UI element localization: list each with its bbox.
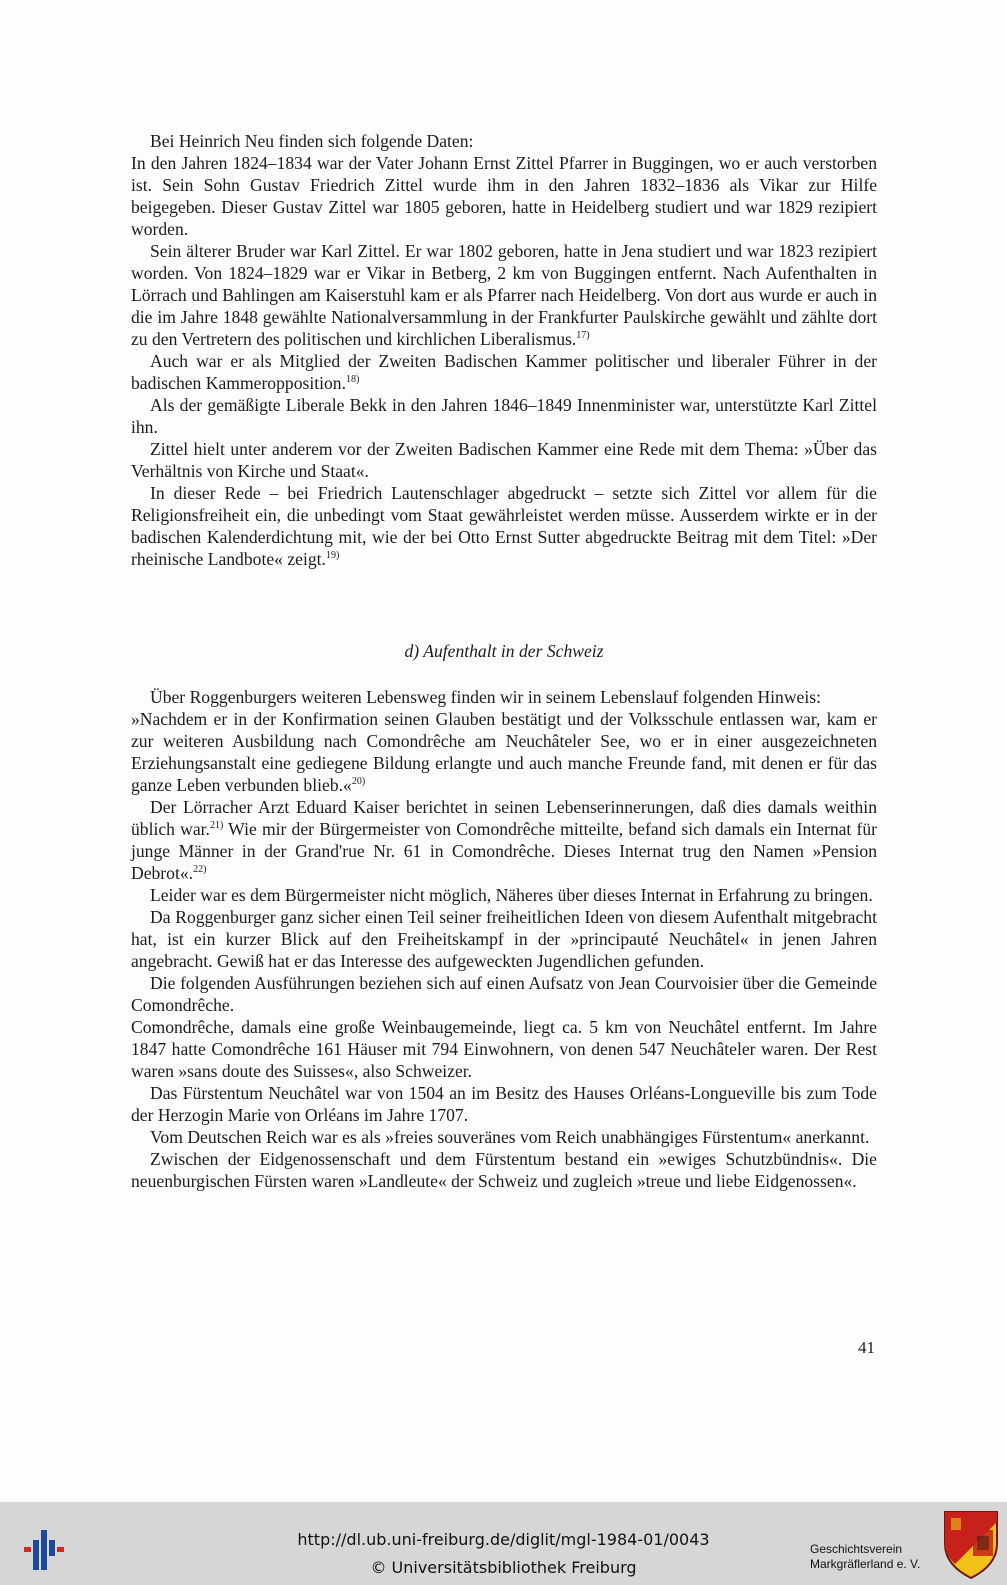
paragraph: Auch war er als Mitglied der Zweiten Badischen Kammer politischer und liberaler Führer in der badischen Kammeropposition.$^{18)}$ (131, 351, 877, 393)
quote-paragraph: »Nachdem er in der Konfirmation seinen Glauben bestätigt und der Volksschule entlassen war, kam er zur weiteren Ausbildung nach Comondrêche am Neuchâteler See, wo er in einer ausgezeichneten Erziehungsanstalt eine gediegene Bildung erlangte und auch manche Freunde fand, mit denen er für das ganze Leben verbunden blieb.«$^{20)}$ (131, 709, 877, 795)
paragraph: Zittel hielt unter anderem vor der Zweiten Badischen Kammer eine Rede mit dem Thema: »Über das Verhältnis von Kirche und Staat«. (131, 439, 877, 481)
footnote-ref: 22) (193, 864, 207, 875)
footnote-ref: 17) (576, 330, 590, 341)
paragraph: Comondrêche, damals eine große Weinbaugemeinde, liegt ca. 5 km von Neuchâtel entfernt. Im Jahre 1847 hatte Comondrêche 161 Häuser mit 794 Einwohnern, von denen 547 Neuchâteler waren. Der Rest waren »sans doute des Suisses«, also Schweizer. (131, 1017, 877, 1081)
copyright-text: © Universitätsbibliothek Freiburg (370, 1558, 637, 1577)
paragraph: Da Roggenburger ganz sicher einen Teil seiner freiheitlichen Ideen von diesem Aufenthalt mitgebracht hat, ist ein kurzer Blick auf den Freiheitskampf in der »principauté Neuchâtel« in jenen Jahren angebracht. Gewiß hat er das Interesse des aufgeweckten Jugendlichen gefunden. (131, 907, 877, 971)
paragraph: In dieser Rede – bei Friedrich Lautenschlager abgedruckt – setzte sich Zittel vor allem für die Religionsfreiheit ein, die unbedingt vom Staat gewährleistet werden müsse. Ausserdem wirkte er in der badischen Kalenderdichtung mit, wie der bei Otto Ernst Sutter abgedruckte Beitrag mit dem Titel: »Der rheinische Landbote« zeigt.$^{19)}$ (131, 483, 877, 569)
paragraph: In den Jahren 1824–1834 war der Vater Johann Ernst Zittel Pfarrer in Buggingen, wo er auch verstorben ist. Sein Sohn Gustav Friedrich Zittel wurde ihm in den Jahren 1832–1836 als Vikar zur Hilfe beigegeben. Dieser Gustav Zittel war 1805 geboren, hatte in Heidelberg studiert und war 1829 rezipiert worden. (131, 153, 877, 239)
section-heading: d) Aufenthalt in der Schweiz (404, 641, 604, 661)
paragraph: Der Lörracher Arzt Eduard Kaiser berichtet in seinen Lebenserinnerungen, daß dies damals weithin üblich war.$^{21)}$ Wie mir der Bürgermeister von Comondrêche mitteilte, befand sich damals ein Internat für junge Männer in der Grand'rue Nr. 61 in Comondrêche. Dieses Internat trug den Namen »Pension Debrot«.$^{22)}$ (131, 797, 878, 883)
page-number: 41 (858, 1338, 875, 1357)
paragraph: Als der gemäßigte Liberale Bekk in den Jahren 1846–1849 Innenminister war, unterstützte Karl Zittel ihn. (131, 395, 877, 437)
coat-of-arms-icon (943, 1510, 999, 1580)
viewer-footer (0, 1502, 1007, 1585)
paragraph: Leider war es dem Bürgermeister nicht möglich, Näheres über dieses Internat in Erfahrung zu bringen. (150, 885, 873, 905)
paragraph: Die folgenden Ausführungen beziehen sich auf einen Aufsatz von Jean Courvoisier über die Gemeinde Comondrêche. (131, 973, 877, 1015)
body-text-section-d (131, 686, 877, 1192)
footnote-ref: 19) (325, 550, 340, 561)
publisher-name (810, 1542, 940, 1572)
paragraph: Über Roggenburgers weiteren Lebensweg finden wir in seinem Lebenslauf folgenden Hinweis: (150, 687, 821, 707)
paragraph: Das Fürstentum Neuchâtel war von 1504 an im Besitz des Hauses Orléans-Longueville bis zum Tode der Herzogin Marie von Orléans im Jahre 1707. (131, 1083, 877, 1125)
paragraph: Sein älterer Bruder war Karl Zittel. Er war 1802 geboren, hatte in Jena studiert und war 1823 rezipiert worden. Von 1824–1829 war er Vikar in Betberg, 2 km von Buggingen entfernt. Nach Aufenthalten in Lörrach und Bahlingen am Kaiserstuhl kam er als Pfarrer nach Heidelberg. Von dort aus wurde er auch in die im Jahre 1848 gewählte Nationalversammlung in der Frankfurter Paulskirche gewählt und zählte dort zu den Vertretern des politischen und kirchlichen Liberalismus.$^{17)}$ (131, 241, 877, 349)
paragraph: Bei Heinrich Neu finden sich folgende Daten: (150, 131, 474, 151)
paragraph: Zwischen der Eidgenossenschaft und dem Fürstentum bestand ein »ewiges Schutzbündnis«. Die neuenburgischen Fürsten waren »Landleute« der Schweiz und zugleich »treue und liebe Eidgenossen«. (131, 1149, 877, 1191)
permalink-url[interactable]: http://dl.ub.uni-freiburg.de/diglit/mgl-1984-01/0043 (297, 1530, 710, 1549)
body-text-section-c (131, 130, 877, 570)
footnote-ref: 18) (346, 374, 360, 385)
footnote-ref: 21) (209, 820, 224, 831)
footnote-ref: 20) (351, 776, 366, 787)
publisher-name-line2: Markgräflerland e. V. (810, 1557, 921, 1571)
publisher-name-line1: Geschichtsverein (810, 1542, 903, 1556)
paragraph: Vom Deutschen Reich war es als »freies souveränes vom Reich unabhängiges Fürstentum« anerkannt. (150, 1127, 870, 1147)
